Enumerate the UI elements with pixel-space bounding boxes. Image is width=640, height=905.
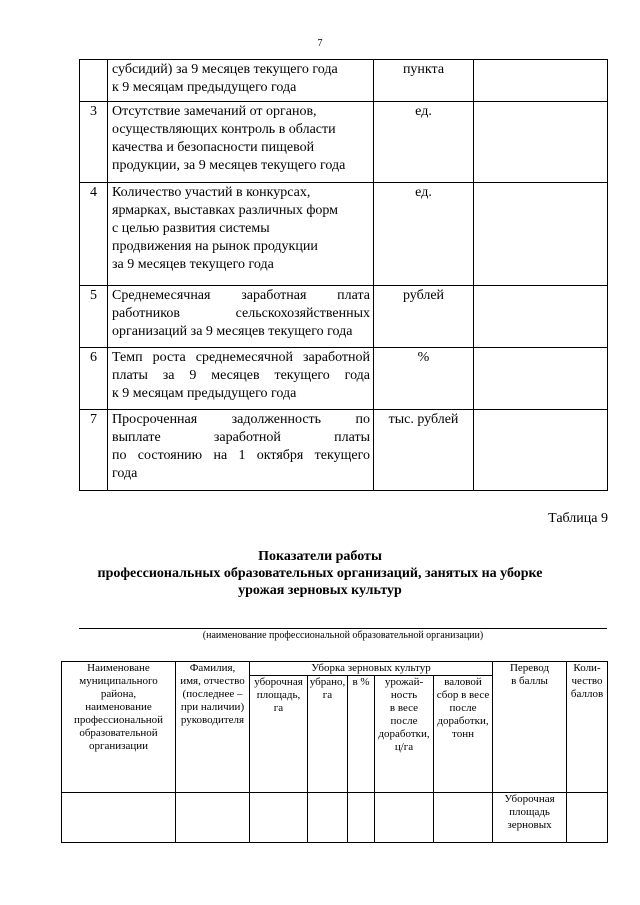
- indicators-table: [79, 59, 608, 491]
- col-count: Коли- чество баллов: [567, 662, 608, 793]
- col-area: уборочная площадь, га: [250, 676, 308, 793]
- row-number: 6: [80, 348, 108, 410]
- row-unit: %: [374, 348, 474, 410]
- row-number: 4: [80, 183, 108, 286]
- row-value: [474, 102, 608, 183]
- row-value: [474, 286, 608, 348]
- row-number: 7: [80, 410, 108, 491]
- row-unit: ед.: [374, 183, 474, 286]
- table-row: [62, 793, 608, 843]
- table-row: [80, 348, 608, 410]
- row-unit: тыс. рублей: [374, 410, 474, 491]
- row-description: Количество участий в конкурсах, ярмарках, выставках различных форм с целью развития системы продвижения на рынок продукции за 9 месяцев текущего года: [108, 183, 374, 286]
- col-harvested: убрано, га: [308, 676, 348, 793]
- table-row: [80, 410, 608, 491]
- page-title: Показатели работы профессиональных образовательных организаций, занятых на уборке урожая зерновых культур: [97, 549, 543, 598]
- table-row: [80, 183, 608, 286]
- page-number: 7: [317, 38, 323, 49]
- row-value: [474, 60, 608, 102]
- row-description: Среднемесячная заработная плата работников сельскохозяйственных организаций за 9 месяцев текущего года: [108, 286, 374, 348]
- table-row: [80, 286, 608, 348]
- row-number: 3: [80, 102, 108, 183]
- row-value: [474, 348, 608, 410]
- row-description: субсидий) за 9 месяцев текущего года к 9 месяцам предыдущего года: [108, 60, 374, 102]
- row-unit: пункта: [374, 60, 474, 102]
- header-row: [62, 662, 608, 676]
- table-row: [80, 60, 608, 102]
- col-percent: в %: [348, 676, 375, 793]
- table-caption: Таблица 9: [548, 511, 608, 526]
- row-value: [474, 183, 608, 286]
- col-head-name: Фамилия, имя, отчество (последнее – при наличии) руководителя: [176, 662, 250, 793]
- row-unit: ед.: [374, 102, 474, 183]
- row-description: Темп роста среднемесячной заработной платы за 9 месяцев текущего года к 9 месяцам предыдущего года: [108, 348, 374, 410]
- org-caption: (наименование профессиональной образовательной организации): [202, 630, 484, 641]
- row-unit: рублей: [374, 286, 474, 348]
- col-group-harvest: Уборка зерновых культур: [250, 662, 493, 676]
- row-number: [80, 60, 108, 102]
- row-description: Отсутствие замечаний от органов, осуществляющих контроль в области качества и безопасности пищевой продукции, за 9 месяцев текущего года: [108, 102, 374, 183]
- col-yield: урожай- ность в весе после доработки, ц/га: [375, 676, 434, 793]
- col-points: Перевод в баллы: [493, 662, 567, 793]
- col-gross: валовой сбор в весе после доработки, тонн: [434, 676, 493, 793]
- fill-in-line: [79, 628, 607, 629]
- row-description: Просроченная задолженность по выплате заработной платы по состоянию на 1 октября текущего года: [108, 410, 374, 491]
- row-value: [474, 410, 608, 491]
- harvest-table: [61, 661, 608, 843]
- table-row: [80, 102, 608, 183]
- col-municipality: Наименоване муниципального района, наименование профессиональной образовательной организации: [62, 662, 176, 793]
- points-cell: Уборочная площадь зерновых: [493, 793, 567, 843]
- row-number: 5: [80, 286, 108, 348]
